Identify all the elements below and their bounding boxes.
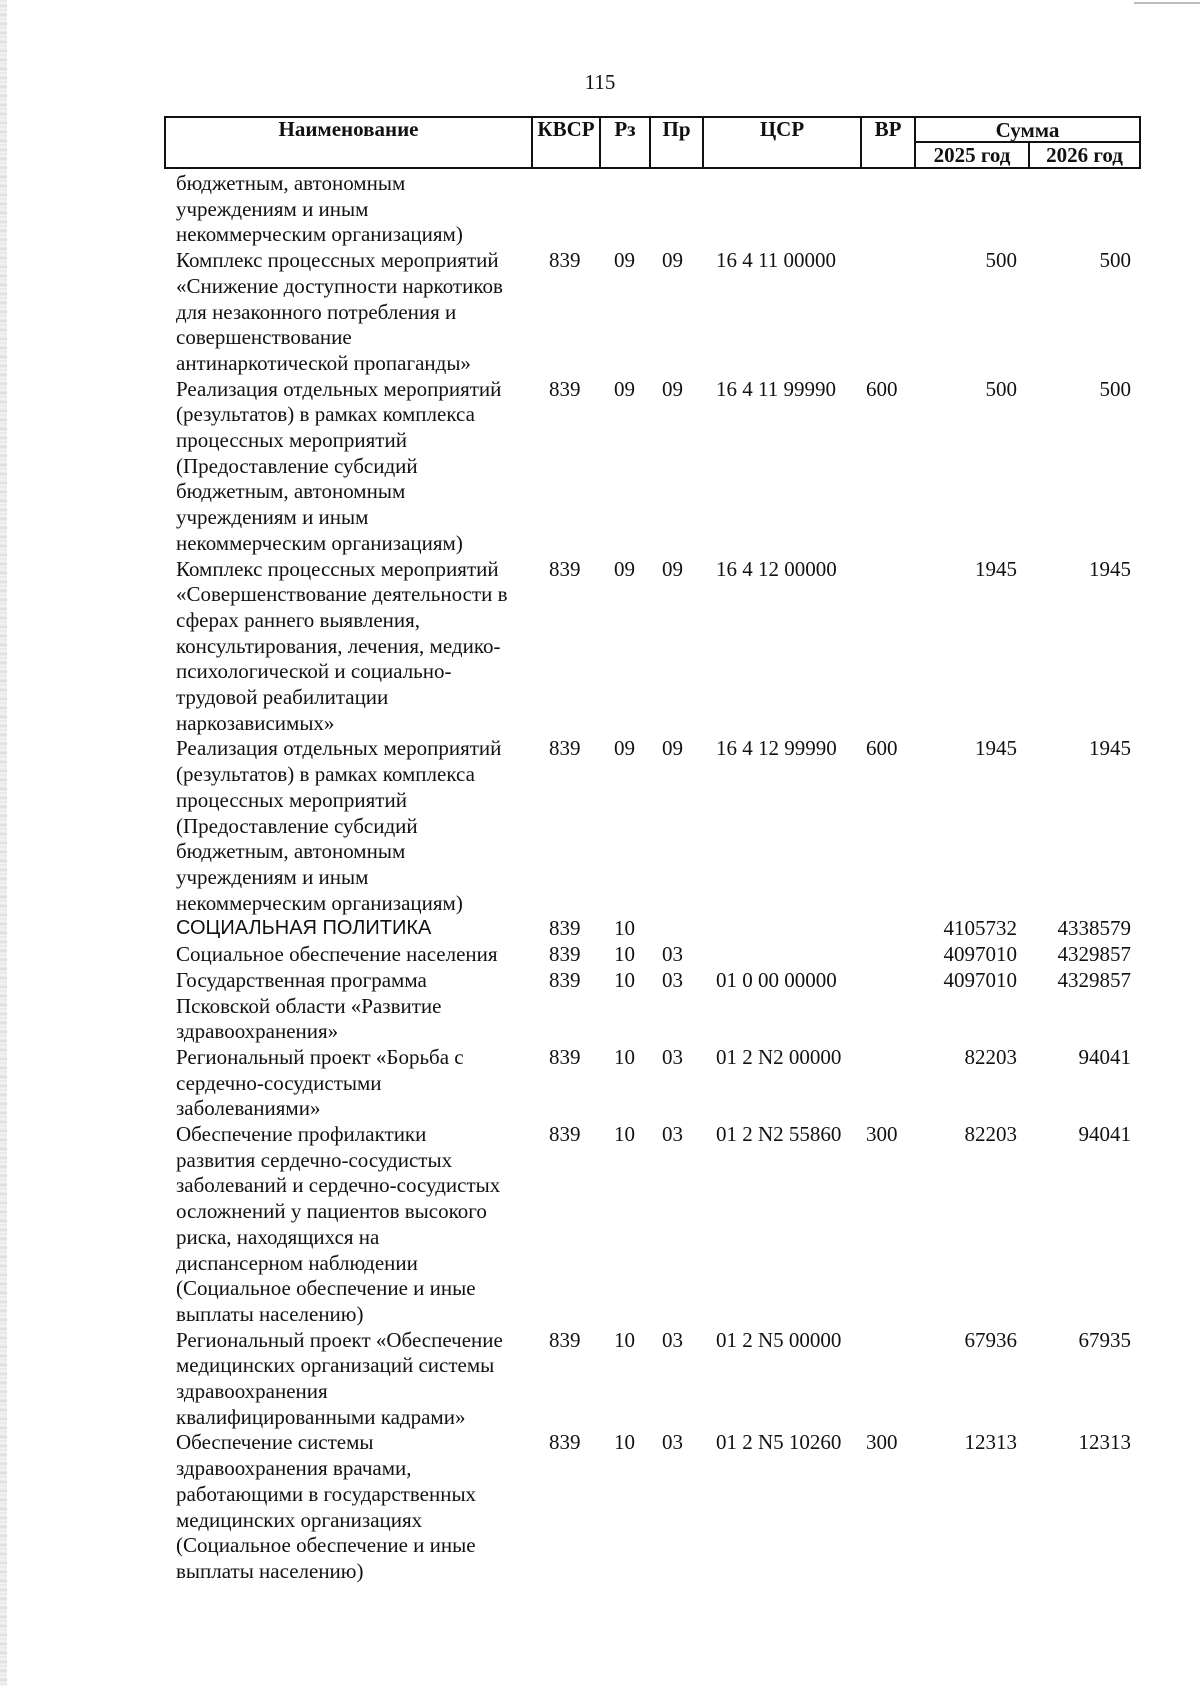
row-kvsr: 839 <box>549 942 581 967</box>
row-rz: 09 <box>614 376 635 401</box>
header-name: Наименование <box>278 117 419 141</box>
row-csr: 01 2 N5 10260 <box>716 1430 842 1455</box>
row-kvsr: 839 <box>549 1044 581 1069</box>
row-sum-2026: 4338579 <box>1057 916 1131 941</box>
row-kvsr: 839 <box>549 736 581 761</box>
row-name: Комплекс процессных мероприятий «Снижение доступности наркотиков для незаконного потребления и совершенствование антинаркотической пропаганды» <box>176 248 503 375</box>
header-sum: Сумма <box>995 118 1060 142</box>
row-sum-2025: 500 <box>985 248 1017 273</box>
header-csr: ЦСР <box>759 117 805 141</box>
table-row <box>0 557 1200 737</box>
row-sum-2025: 82203 <box>964 1044 1017 1069</box>
row-rz: 10 <box>614 1327 635 1352</box>
row-rz: 10 <box>614 1430 635 1455</box>
row-name: Социальное обеспечение населения <box>176 942 498 967</box>
row-rz: 09 <box>614 556 635 581</box>
row-csr: 01 2 N5 00000 <box>716 1327 842 1352</box>
row-kvsr: 839 <box>549 1122 581 1147</box>
row-csr: 01 0 00 00000 <box>716 967 837 992</box>
table-row <box>0 248 1200 377</box>
row-pr: 03 <box>662 942 683 967</box>
row-name: Государственная программа Псковской области «Развитие здравоохранения» <box>176 967 442 1044</box>
table-body <box>0 171 1200 1585</box>
row-pr: 09 <box>662 736 683 761</box>
row-csr: 16 4 11 00000 <box>716 248 836 273</box>
row-vr: 300 <box>866 1430 898 1455</box>
row-sum-2025: 4105732 <box>943 916 1017 941</box>
row-sum-2026: 4329857 <box>1057 942 1131 967</box>
row-name: СОЦИАЛЬНАЯ ПОЛИТИКА <box>176 917 432 940</box>
row-kvsr: 839 <box>549 1430 581 1455</box>
page-number: 115 <box>584 70 616 94</box>
row-sum-2026: 94041 <box>1078 1122 1131 1147</box>
header-kvsr: КВСР <box>537 117 595 141</box>
row-name: Реализация отдельных мероприятий (результатов) в рамках комплекса процессных мероприятий (Предоставление субсидий бюджетным, автономным учреждениям и иным некоммерческим организациям) <box>176 376 502 555</box>
row-name: Региональный проект «Обеспечение медицинских организаций системы здравоохранения квалифицированными кадрами» <box>176 1327 503 1429</box>
row-vr: 300 <box>866 1122 898 1147</box>
row-sum-2025: 1945 <box>975 736 1017 761</box>
row-sum-2025: 4097010 <box>943 942 1017 967</box>
row-pr: 09 <box>662 376 683 401</box>
row-rz: 10 <box>614 916 635 941</box>
row-pr: 03 <box>662 1044 683 1069</box>
row-name: Обеспечение системы здравоохранения врачами, работающими в государственных медицинских организациях (Социальное обеспечение и иные выплаты населению) <box>176 1430 477 1583</box>
row-csr: 16 4 11 99990 <box>716 376 836 401</box>
table-row <box>0 1122 1200 1328</box>
row-kvsr: 839 <box>549 376 581 401</box>
row-kvsr: 839 <box>549 916 581 941</box>
row-name: Комплекс процессных мероприятий «Совершенствование деятельности в сферах раннего выявления, консультирования, лечения, медико- психологической и социально- трудовой реабилитации наркозависимых» <box>176 556 508 735</box>
row-sum-2025: 4097010 <box>943 967 1017 992</box>
row-sum-2026: 500 <box>1099 248 1131 273</box>
scan-mark <box>1134 2 1200 4</box>
row-sum-2026: 1945 <box>1089 556 1131 581</box>
header-rz: Рз <box>614 117 636 141</box>
row-vr: 600 <box>866 376 898 401</box>
header-year-2025: 2025 год <box>933 143 1011 167</box>
row-pr: 03 <box>662 1327 683 1352</box>
row-sum-2026: 4329857 <box>1057 967 1131 992</box>
row-pr: 03 <box>662 1430 683 1455</box>
table-row <box>0 916 1200 942</box>
row-kvsr: 839 <box>549 556 581 581</box>
header-year-2026: 2026 год <box>1046 143 1123 167</box>
row-sum-2026: 67935 <box>1078 1327 1131 1352</box>
row-sum-2026: 12313 <box>1078 1430 1131 1455</box>
table-row <box>0 1045 1200 1122</box>
row-pr: 03 <box>662 967 683 992</box>
table-row <box>0 968 1200 1045</box>
table-row <box>0 736 1200 916</box>
table-row <box>0 1430 1200 1584</box>
row-rz: 10 <box>614 1122 635 1147</box>
row-sum-2025: 67936 <box>964 1327 1017 1352</box>
row-rz: 10 <box>614 942 635 967</box>
table-header <box>164 116 1139 169</box>
row-csr: 16 4 12 00000 <box>716 556 837 581</box>
table-row <box>0 1328 1200 1431</box>
row-sum-2026: 94041 <box>1078 1044 1131 1069</box>
row-csr: 16 4 12 99990 <box>716 736 837 761</box>
row-csr: 01 2 N2 55860 <box>716 1122 842 1147</box>
row-rz: 09 <box>614 736 635 761</box>
row-pr: 09 <box>662 248 683 273</box>
row-vr: 600 <box>866 736 898 761</box>
row-sum-2025: 1945 <box>975 556 1017 581</box>
table-row <box>0 171 1200 248</box>
row-kvsr: 839 <box>549 248 581 273</box>
row-name: Реализация отдельных мероприятий (результатов) в рамках комплекса процессных мероприятий (Предоставление субсидий бюджетным, автономным учреждениям и иным некоммерческим организациям) <box>176 736 502 915</box>
row-name: Обеспечение профилактики развития сердечно-сосудистых заболеваний и сердечно-сосудистых осложнений у пациентов высокого риска, находящихся на диспансерном наблюдении (Социальное обеспечение и иные выплаты населению) <box>176 1122 501 1326</box>
row-sum-2026: 1945 <box>1089 736 1131 761</box>
header-vr: ВР <box>874 117 902 141</box>
row-pr: 09 <box>662 556 683 581</box>
row-name: Региональный проект «Борьба с сердечно-сосудистыми заболеваниями» <box>176 1044 464 1121</box>
row-sum-2026: 500 <box>1099 376 1131 401</box>
row-rz: 09 <box>614 248 635 273</box>
row-kvsr: 839 <box>549 967 581 992</box>
row-rz: 10 <box>614 1044 635 1069</box>
row-name: бюджетным, автономным учреждениям и иным некоммерческим организациям) <box>176 171 463 247</box>
table-row <box>0 377 1200 557</box>
row-sum-2025: 500 <box>985 376 1017 401</box>
row-pr: 03 <box>662 1122 683 1147</box>
row-sum-2025: 82203 <box>964 1122 1017 1147</box>
row-kvsr: 839 <box>549 1327 581 1352</box>
row-rz: 10 <box>614 967 635 992</box>
header-col-border <box>1139 116 1141 169</box>
row-sum-2025: 12313 <box>964 1430 1017 1455</box>
header-pr: Пр <box>662 117 691 141</box>
table-row <box>0 942 1200 968</box>
row-csr: 01 2 N2 00000 <box>716 1044 842 1069</box>
